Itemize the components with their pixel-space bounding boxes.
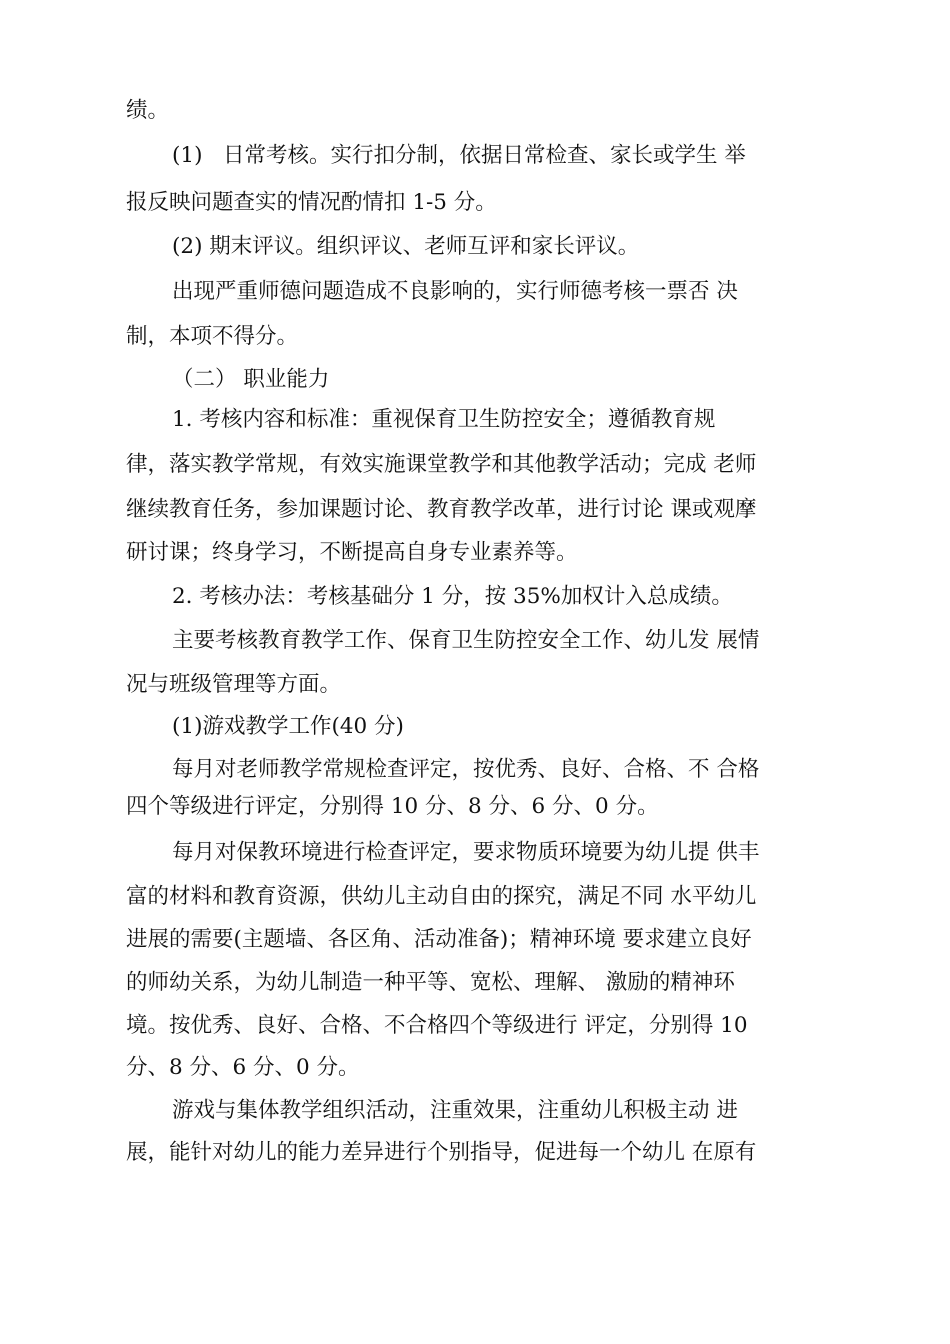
text-line: 2. 考核办法：考核基础分 1 分，按 35%加权计入总成绩。 (172, 584, 733, 609)
text-line: 展，能针对幼儿的能力差异进行个别指导，促进每一个幼儿 在原有 (126, 1140, 757, 1165)
text-line: 继续教育任务，参加课题讨论、教育教学改革，进行讨论 课或观摩 (126, 497, 757, 522)
text-line: 出现严重师德问题造成不良影响的，实行师德考核一票否 决 (172, 279, 738, 304)
text-line: 律，落实教学常规，有效实施课堂教学和其他教学活动；完成 老师 (126, 452, 757, 477)
text-line: 富的材料和教育资源，供幼儿主动自由的探究，满足不同 水平幼儿 (126, 884, 757, 909)
text-line: 的师幼关系，为幼儿制造一种平等、宽松、理解、 激励的精神环 (126, 970, 735, 995)
text-line: 境。按优秀、良好、合格、不合格四个等级进行 评定，分别得 10 (126, 1013, 748, 1038)
text-line: 进展的需要(主题墙、各区角、活动准备)；精神环境 要求建立良好 (126, 927, 752, 952)
text-line: 主要考核教育教学工作、保育卫生防控安全工作、幼儿发 展情 (172, 628, 760, 653)
section-heading: （二） 职业能力 (172, 367, 330, 392)
text-line: 绩。 (126, 98, 170, 123)
text-line: 分、8 分、6 分、0 分。 (126, 1055, 360, 1080)
text-line: 制，本项不得分。 (126, 324, 299, 349)
text-line: 游戏与集体教学组织活动，注重效果，注重幼儿积极主动 进 (172, 1098, 738, 1123)
text-line: (1)游戏教学工作(40 分) (172, 714, 404, 739)
text-line: 四个等级进行评定，分别得 10 分、8 分、6 分、0 分。 (126, 794, 659, 819)
text-line: 每月对老师教学常规检查评定，按优秀、良好、合格、不 合格 (172, 757, 760, 782)
text-line: 研讨课；终身学习，不断提高自身专业素养等。 (126, 540, 578, 565)
text-line: (1) 日常考核。实行扣分制，依据日常检查、家长或学生 举 (172, 143, 746, 168)
text-line: 况与班级管理等方面。 (126, 672, 342, 697)
text-line: 1. 考核内容和标准：重视保育卫生防控安全；遵循教育规 (172, 407, 716, 432)
text-line: 每月对保教环境进行检查评定，要求物质环境要为幼儿提 供丰 (172, 840, 760, 865)
text-line: 报反映问题查实的情况酌情扣 1-5 分。 (126, 190, 497, 215)
text-line: (2) 期末评议。组织评议、老师互评和家长评议。 (172, 234, 640, 259)
